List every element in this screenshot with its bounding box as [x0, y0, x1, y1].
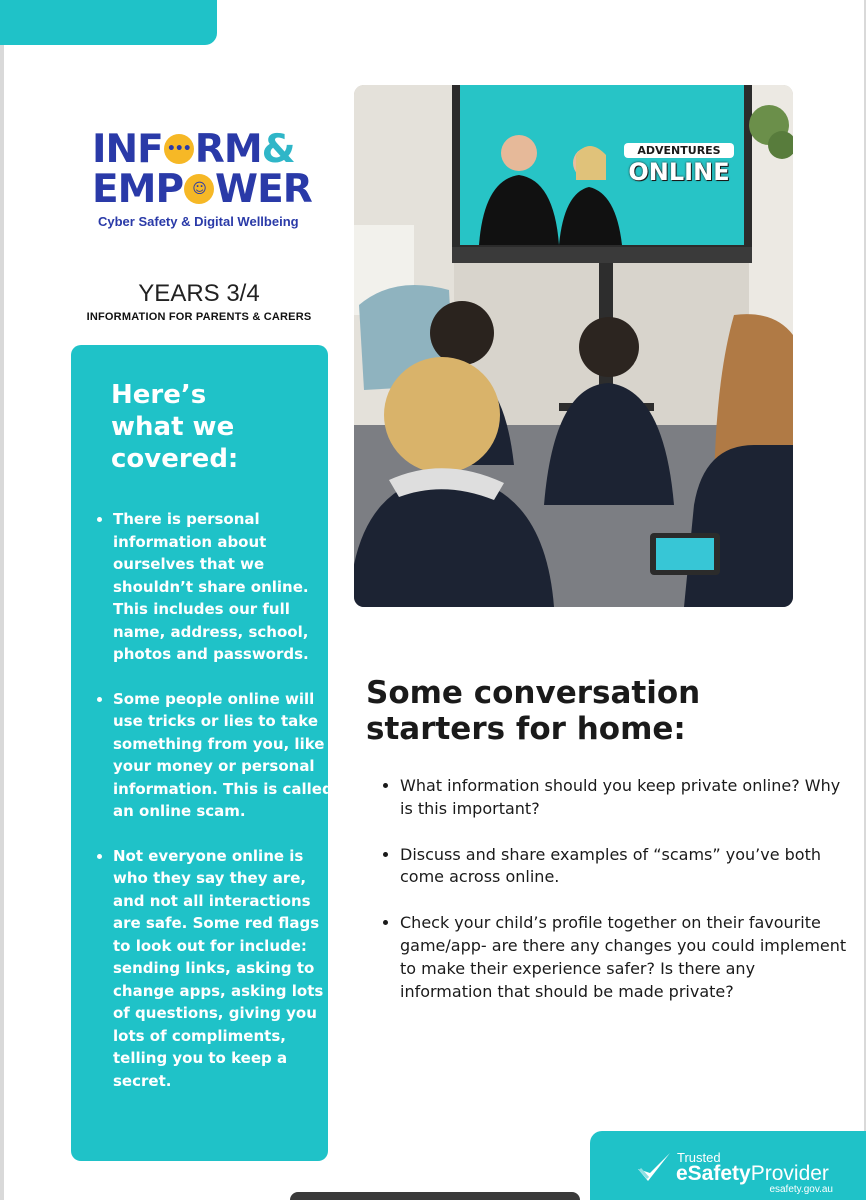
conversation-list: [378, 775, 850, 1026]
logo-line-1: INF ••• RM&: [92, 127, 295, 172]
badge-trusted-label: Trusted: [677, 1150, 721, 1165]
page-left-edge: [0, 0, 4, 1200]
covered-list: [91, 508, 338, 1114]
logo-tagline: Cyber Safety & Digital Wellbeing: [98, 214, 299, 229]
inform-empower-logo: [92, 127, 312, 229]
conversation-title: Some conversation starters for home:: [366, 675, 701, 747]
smiley-icon: ☺: [184, 174, 214, 204]
logo-line-2: EMP ☺ WER: [92, 167, 312, 212]
bottom-toolbar-edge: [290, 1192, 580, 1200]
speech-bubble-icon: •••: [164, 134, 194, 164]
list-item: • Discuss and share examples of “scams” you’ve both come across online.: [400, 844, 850, 890]
list-item: • There is personal information about ourselves that we shouldn’t share online. This includes our full name, address, school, photos and passwords.: [113, 508, 338, 666]
checkmark-icon: [636, 1151, 672, 1185]
covered-panel: [71, 345, 333, 1161]
esafety-trusted-provider-badge: [590, 1131, 866, 1200]
list-item: • Check your child’s profile together on their favourite game/app- are there any changes you could implement to make their experience safer? Is there any information that should be made private?: [400, 912, 850, 1003]
years-heading: YEARS 3/4: [138, 280, 260, 307]
badge-brand: eSafetyProvider: [676, 1162, 829, 1185]
list-item: • Some people online will use tricks or lies to take something from you, like your money or personal information. This is called an online scam.: [113, 688, 338, 823]
covered-title: Here’s what we covered:: [111, 380, 239, 474]
badge-url: esafety.gov.au: [769, 1184, 833, 1195]
classroom-photo: [354, 85, 793, 607]
top-teal-tab: [0, 0, 217, 45]
info-caption: INFORMATION FOR PARENTS & CARERS: [86, 311, 312, 323]
list-item: • Not everyone online is who they say they are, and not all interactions are safe. Some red flags to look out for include: sending links, asking to change apps, asking lots of questions, giving you lots of compliments, telling you to keep a secret.: [113, 845, 338, 1093]
list-item: • What information should you keep private online? Why is this important?: [400, 775, 850, 821]
adventures-online-logo: ADVENTURES ONLINE: [624, 93, 734, 186]
